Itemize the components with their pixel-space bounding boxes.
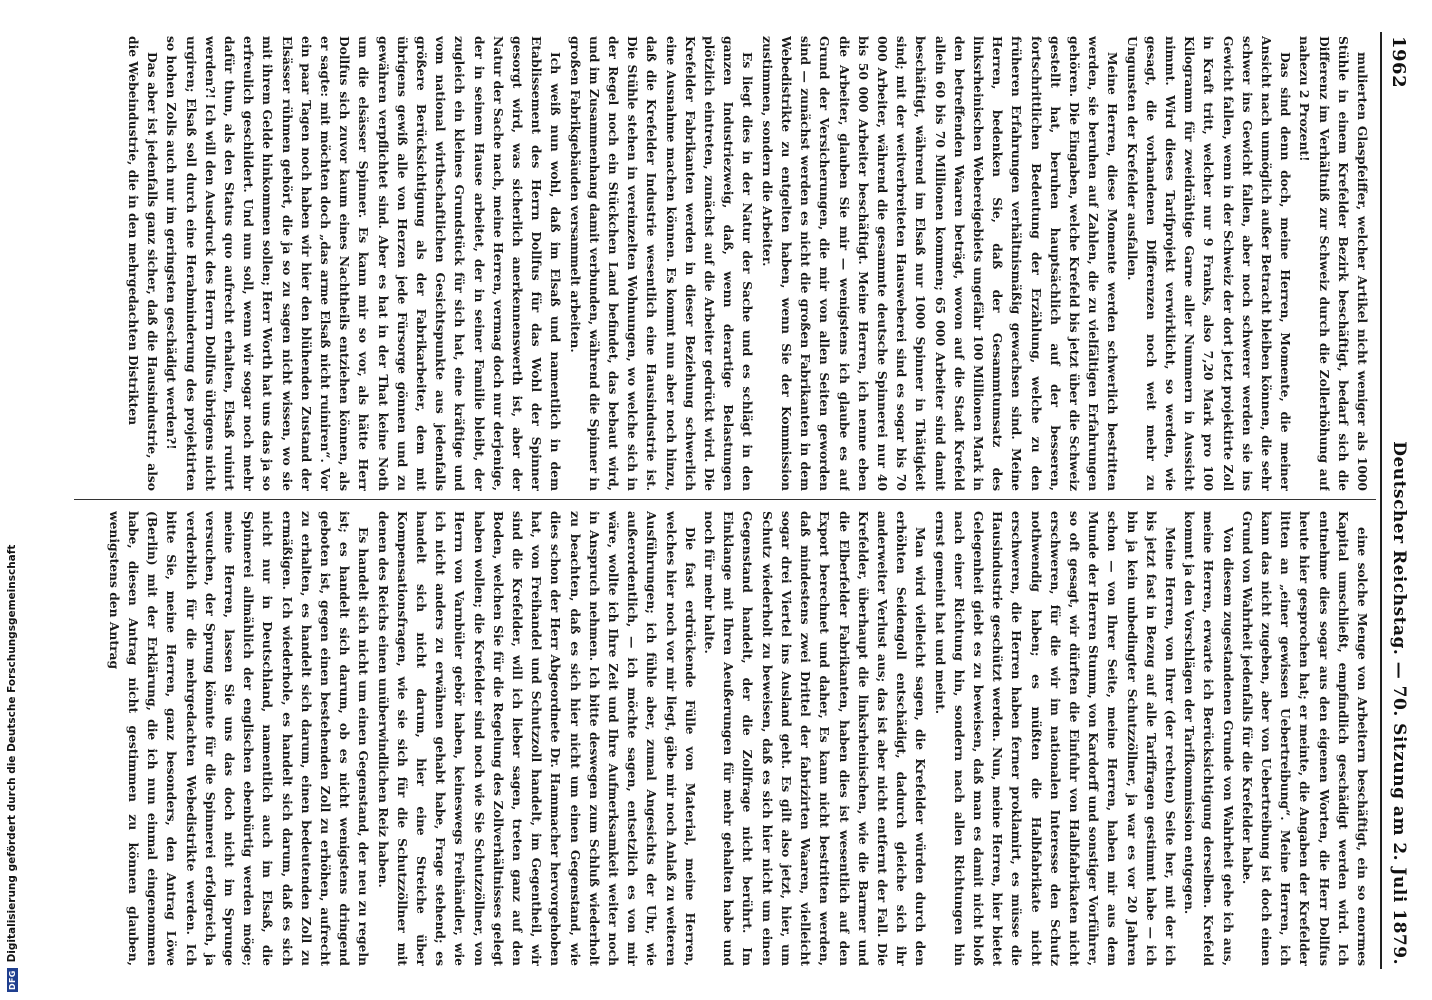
rotated-page-content [70, 18, 1420, 983]
page-number: 1962 [1388, 36, 1410, 89]
digitization-credit-strip [0, 0, 22, 1000]
paragraph: Meine Herren, diese Momente werden schwerlich bestritten werden, sie beruhen auf Zahlen, die zu vielfältigen Erfahrungen gehören. Die Eingaben, welche Krefeld bis jetzt über die Schweiz gestellt hat, beruhen hauptsächlich auf der besseren, fortschrittlichen Bedeutung der Erzählung, welche zu den früheren Erfahrungen verhältnismäßig gewachsen sind. Meine Herren, bedenken Sie, daß der Gesammtumsatz des linksrheinischen Webereigebiets ungefähr 100 Millionen Mark in den betreffenden Waaren beträgt, wovon auf die Stadt Krefeld allein 60 bis 70 Millionen kommen; 65 000 Arbeiter sind damit beschäftigt, während im Elsaß nur 1000 Spinner in Thätigkeit sind; mit der weitverbreiteten Hausweberei sind es sogar bis 70 000 Arbeiter, während die gesammte deutsche Spinnerei nur 40 bis 50 000 Arbeiter beschäftigt. Meine Herren, ich nenne eben die Arbeiter, glauben Sie mir — wenigstens ich glaube es auf Grund der Versicherungen, die mir von allen Seiten geworden sind — zunächst werden es nicht die großen Fabrikanten in dem Webedistrikte zu entgelten haben, wenn Sie der Kommission zustimmen, sondern die Arbeiter. [759, 36, 1121, 491]
dfg-logo: DFG [7, 970, 17, 990]
paragraph: Ich weiß nun wohl, daß im Elsaß und namentlich in dem Etablissement des Herrn Dollfus für das Wohl der Spinner gesorgt wird, was sicherlich anerkennenswerth ist, aber der Natur der Sache nach, meine Herren, vermag doch nur derjenige, der in seinem Hause arbeitet, der in seiner Familie bleibt, der zugleich ein kleines Grundstück für sich hat, eine kräftige und vom national wirthschaftlichen Gesichtspunkte aus jedenfalls größere Berücksichtigung als der Fabrikarbeiter, dem mit übrigens gewiß alle von Herzen jede Fürsorge gönnen und zu gewähren verpflichtet sind. Aber es hat in der That keine Noth um die elsässer Spinner. Es kann mir so vor, als hätte Herr Dollfus sich zuvor kaum eines Nachtheils entziehen können, als er sagte: mit möchten doch „das arme Elsaß nicht ruiniren“. Vor ein paar Tagen noch haben wir hier den blühenden Zustand der Elsässer rühmen gehört, die ja so zu sagen nicht wissen, wo sie mit ihrem Gelde hinkommen sollen; Herr Worth hat uns das ja so erfreulich geschildert. Und nun soll, wenn wir sogar noch mehr dafür thun, als den Status quo aufrecht erhalten, Elsaß ruinirt werden?! Ich will den Ausdruck des Herrn Dollfus übrigens nicht urgiren; Elsaß soll durch eine Herabminderung des projektirten so hohen Zolls auch nur im geringsten geschädigt werden?! [164, 36, 564, 491]
paragraph: Es handelt sich nicht um einen Gegenstand, der neu zu regeln ist; es handelt sich darum, ob es nicht wenigstens dringend geboten ist, gegen einen bestehenden Zoll zu erhöhen, aufrecht zu erhalten, es handelt sich darum, einen bedeutenden Zoll zu ermäßigen. Ich wiederhole, es handelt sich darum, daß es sich nicht nur in Deutschland, namentlich auch im Elsaß, die Spinnerei allmählich der englischen ebenbürtig werden möge; meine Herren, lassen Sie uns das doch nicht im Sprunge versuchen, der Sprung könnte für die Spinnerei erfolgreich, ja verderblich für die mehrgedachten Webedistrikte werden. Ich bitte Sie, meine Herren, ganz besonders, den Antrag Löwe (Berlin) mit der Erklärung, die ich nun einmal eingenommen habe, diesen Antrag nicht gestimmen zu können glauben, wenigstens den Antrag [106, 511, 372, 966]
text-column-left [78, 36, 1372, 491]
paragraph: eine solche Menge von Arbeitern beschäftigt, ein so enormes Kapital umschließt, empfindlich geschädigt werden wird. Ich entnehme dies sogar aus den eigenen Worten, die Herr Dollfus heute hier gesprochen hat; er meinte, die Angaben der Krefelder litten an „einer gewissen Uebertreibung“. Meine Herren, ich kann das nicht zugeben, aber von Uebertreibung ist doch einen Grund von Wahrheit jedenfalls für die Krefelder habe. [1239, 511, 1370, 966]
header-rule [1380, 32, 1382, 969]
scanned-page [70, 18, 1420, 983]
paragraph: Die fast erdrückende Fülle von Material, meine Herren, welches hier noch vor mir liegt, gäbe mir noch Anlaß zu weiteren Ausführungen; ich fühle aber, zumal Angesichts der Uhr, wie außerordentlich, — ich möchte sagen, entsetzlich es von mir wäre, wollte ich Ihre Zeit und Ihre Aufmerksamkeit weiter noch in Anspruch nehmen. Ich bitte deswegen zum Schluß wiederholt zu beachten, daß es sich hier nicht um einen Gegenstand, wie dies schon der Herr Abgeordnete Dr. Hammacher hervorgehoben hat, von Freihandel und Schutzzoll handelt, im Gegentheil, wir sind die Krefelder, will ich lieber sagen, treten ganz auf den Boden, welchen Sie für die Regelung des Zollverhältnisses gelegt haben wollen; die Krefelder sind noch wie Sie Schutzzöllner, von Herrn von Varnbüler gebör haben, keineswegs Freihändler, wie ich nicht anders zu erwähnen gehabt habe, Frage stehend; es handelt sich nicht darum, hier eine Streiche über Kompensationsfragen, wie sie sich für die Schutzzöllner mit denen des Reichs einen unüberwindlichen Reiz haben. [375, 511, 698, 966]
digitization-credit-text: Digitalisierung gefördert durch die Deutsche Forschungsgemeinschaft [6, 544, 18, 963]
page-header [1384, 36, 1414, 965]
paragraph: Meine Herren, von Ihrer (der rechten) Seite her, mit der ich bis jetzt fast in Bezug auf alle Tariffragen gestimmt habe — ich bin ja kein unbedingter Schutzzöllner, ja war es vor 20 Jahren schon — von Ihrer Seite, meine Herren, haben mir aus dem Munde der Herren Stumm, von Kardorff und sonstiger Vorführer, so oft gesagt, wir dürften die Einfuhr von Halbfabrikaten nicht erschweren, für die wir im nationalen Interesse den Schutz nothwendig haben; es müßten die Halbfabrikate nicht erschweren, die Herren haben ferner proklamirt, es müsse die Hausindustrie geschützt werden. Nun, meine Herren, hier bietet Gelegenheit giebt es zu beweisen, daß man es damit nicht bloß nach einer Richtung hin, sondern nach allen Richtungen hin ernst gemeint hat und meint. [932, 511, 1178, 966]
paragraph: Das aber ist jedenfalls ganz sicher, daß die Hausindustrie, also die Webeindustrie, die in den mehrgedachten Distrikten [126, 36, 161, 491]
paragraph: Man wird vielleicht sagen, die Krefelder würden durch den erhöhten Seidengoll entschädigt, dadurch gleiche sich ihr anderweiter Verlust aus; das ist aber nicht entfernt der Fall. Die Krefelder, überhaupt die linksrheinischen, wie die Barmer und die Elberfelder Fabrikanten, haben dies ist wesentlich auf den Export berechnet und daher, Es kann nicht bestritten werden, daß mindestens zwei Drittel der fabrizirten Waaren, vielleicht sogar drei Viertel ins Ausland geht. Es gilt also jetzt, hier, um Schutz wiederholt zu beweisen, daß es sich hier nicht um einen Gegenstand handelt, der die Zollfrage nicht berührt. Im Einklange mit Ihren Aeußerungen für mehr gehalten habe und noch für mehr halte. [702, 511, 929, 966]
column-divider [74, 499, 1376, 500]
paragraph: Das sind denn doch, meine Herren, Momente, die meiner Ansicht nach unmöglich außer Betracht bleiben können, die sehr schwer ins Gewicht fallen, aber noch schwerer werden sie ins Gewicht fallen, wenn in der Schweiz der dort jetzt projektirte Zoll in Kraft tritt, welcher nur 9 Franks, also 7,20 Mark pro 100 Kilogramm für zweidrähtige Garne aller Nummern in Aussicht nimmt. Wird dieses Tarifprojekt verwirklicht, so werden, wie gesagt, die vorhandenen Differenzen noch weit mehr zu Ungunsten der Krefelder ausfallen. [1124, 36, 1294, 491]
text-column-right [78, 511, 1372, 966]
paragraph: Es liegt dies in der Natur der Sache und es schlägt in den ganzen Industriezweig, daß, wenn derartige Belastungen plötzlich eintreten, zunächst auf die Arbeiter gedrückt wird. Die Krefelder Fabrikanten werden in dieser Beziehung schwerlich eine Ausnahme machen können. Es kommt nun aber noch hinzu, daß die Krefelder Industrie wesentlich eine Hausindustrie ist. Die Stühle stehen in vereinzelten Wohnungen, wo welche sich in der Regel noch ein Stückchen Land befindet, das bebaut wird, und im Zusammenhang damit verbunden, während die Spinner in großen Fabrikgebäuden versammelt arbeiten. [567, 36, 756, 491]
page-title: Deutscher Reichstag. — 70. Sitzung am 2. Juli 1879. [1389, 441, 1409, 965]
paragraph: mulierten Glaspfeiffer, welcher Artikel nicht weniger als 1000 Stühle in einem Krefelder Bezirk beschäftigt, bedarf sich die Differenz im Verhältniß zur Schweiz durch die Zollerhöhung auf nahezu 2 Prozent! [1297, 36, 1370, 491]
paragraph: Von diesem zugestandenen Grunde von Wahrheit gehe ich aus, meine Herren, erwarte ich Berücksichtigung derselben. Krefeld kommt ja den Vorschlägen der Tarifkommission entgegen. [1182, 511, 1236, 966]
